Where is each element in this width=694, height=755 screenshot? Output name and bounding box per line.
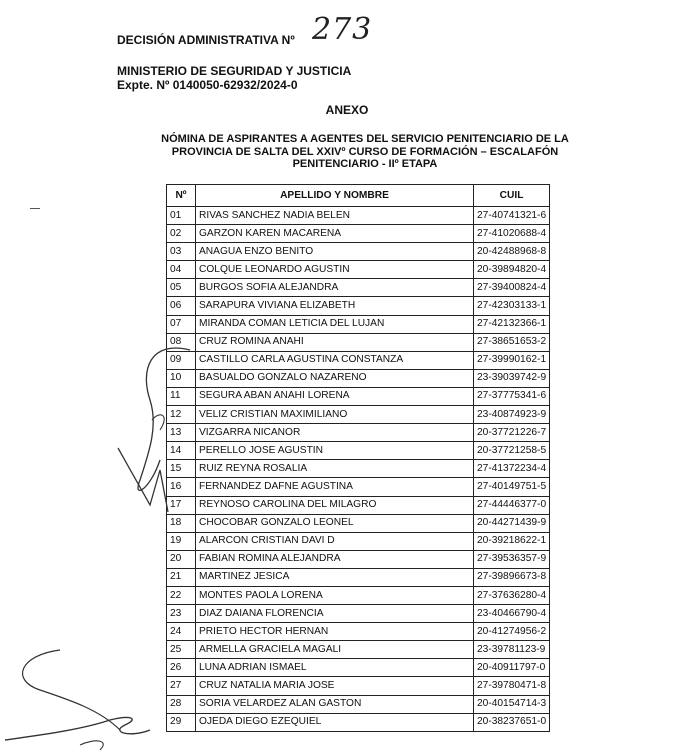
list-title-line-2: PROVINCIA DE SALTA DEL XXIVº CURSO DE FORMACIÓN – ESCALAFÓN	[171, 145, 559, 158]
row-num: 17	[167, 496, 196, 514]
table-row	[167, 713, 550, 731]
row-name: CHOCOBAR GONZALO LEONEL	[196, 514, 474, 532]
table-row	[167, 641, 550, 659]
table-row	[167, 279, 550, 297]
row-num: 22	[167, 586, 196, 604]
row-cuil: 27-42132366-1	[474, 315, 550, 333]
row-name: CRUZ NATALIA MARIA JOSE	[196, 677, 474, 695]
table-row	[167, 243, 550, 261]
row-num: 09	[167, 351, 196, 369]
decision-number: 273	[312, 12, 373, 47]
row-num: 04	[167, 261, 196, 279]
row-num: 08	[167, 333, 196, 351]
table-row	[167, 659, 550, 677]
row-cuil: 27-44446377-0	[474, 496, 550, 514]
table-row	[167, 695, 550, 713]
table-row	[167, 460, 550, 478]
row-name: DIAZ DAIANA FLORENCIA	[196, 605, 474, 623]
row-cuil: 20-42488968-8	[474, 243, 550, 261]
row-cuil: 27-39780471-8	[474, 677, 550, 695]
row-name: CRUZ ROMINA ANAHI	[196, 333, 474, 351]
row-num: 21	[167, 568, 196, 586]
row-cuil: 20-37721226-7	[474, 424, 550, 442]
row-num: 16	[167, 478, 196, 496]
row-name: OJEDA DIEGO EZEQUIEL	[196, 713, 474, 731]
row-name: VIZGARRA NICANOR	[196, 424, 474, 442]
row-name: CASTILLO CARLA AGUSTINA CONSTANZA	[196, 351, 474, 369]
row-name: ALARCON CRISTIAN DAVI D	[196, 532, 474, 550]
row-num: 15	[167, 460, 196, 478]
ministry-name: MINISTERIO DE SEGURIDAD Y JUSTICIA	[117, 64, 352, 78]
row-cuil: 20-44271439-9	[474, 514, 550, 532]
row-num: 12	[167, 406, 196, 424]
row-name: REYNOSO CAROLINA DEL MILAGRO	[196, 496, 474, 514]
table-row	[167, 442, 550, 460]
row-cuil: 27-40741321-6	[474, 207, 550, 225]
row-cuil: 20-40154714-3	[474, 695, 550, 713]
table-row	[167, 406, 550, 424]
stray-mark	[30, 208, 40, 209]
table-row	[167, 568, 550, 586]
table-row	[167, 315, 550, 333]
row-num: 13	[167, 424, 196, 442]
table-row	[167, 605, 550, 623]
row-name: MONTES PAOLA LORENA	[196, 586, 474, 604]
table-row	[167, 225, 550, 243]
table-row	[167, 496, 550, 514]
row-name: SEGURA ABAN ANAHI LORENA	[196, 387, 474, 405]
roster-table	[166, 184, 550, 732]
table-row	[167, 424, 550, 442]
row-cuil: 20-41274956-2	[474, 623, 550, 641]
row-cuil: 20-40911797-0	[474, 659, 550, 677]
ministry-block	[117, 64, 351, 92]
header-num: Nº	[167, 185, 196, 207]
row-cuil: 20-38237651-0	[474, 713, 550, 731]
table-row	[167, 297, 550, 315]
row-name: ANAGUA ENZO BENITO	[196, 243, 474, 261]
row-name: SARAPURA VIVIANA ELIZABETH	[196, 297, 474, 315]
row-name: BASUALDO GONZALO NAZARENO	[196, 369, 474, 387]
list-title-line-1: NÓMINA DE ASPIRANTES A AGENTES DEL SERVICIO PENITENCIARIO DE LA	[161, 133, 569, 145]
row-num: 02	[167, 225, 196, 243]
table-row	[167, 586, 550, 604]
row-name: COLQUE LEONARDO AGUSTIN	[196, 261, 474, 279]
file-number: Expte. Nº 0140050-62932/2024-0	[117, 78, 298, 92]
row-num: 05	[167, 279, 196, 297]
table-row	[167, 207, 550, 225]
table-row	[167, 478, 550, 496]
row-num: 03	[167, 243, 196, 261]
row-num: 25	[167, 641, 196, 659]
row-cuil: 23-40466790-4	[474, 605, 550, 623]
row-cuil: 27-40149751-5	[474, 478, 550, 496]
list-title-line-3: PENITENCIARIO - IIº ETAPA	[292, 158, 438, 170]
table-row	[167, 261, 550, 279]
row-cuil: 27-39536357-9	[474, 550, 550, 568]
row-cuil: 20-39894820-4	[474, 261, 550, 279]
header-name: APELLIDO Y NOMBRE	[196, 185, 474, 207]
row-cuil: 23-39039742-9	[474, 369, 550, 387]
row-cuil: 27-37636280-4	[474, 586, 550, 604]
table-row	[167, 333, 550, 351]
row-cuil: 27-38651653-2	[474, 333, 550, 351]
row-name: FERNANDEZ DAFNE AGUSTINA	[196, 478, 474, 496]
row-num: 20	[167, 550, 196, 568]
table-row	[167, 514, 550, 532]
row-cuil: 27-39400824-4	[474, 279, 550, 297]
row-num: 23	[167, 605, 196, 623]
row-name: SORIA VELARDEZ ALAN GASTON	[196, 695, 474, 713]
row-name: FABIAN ROMINA ALEJANDRA	[196, 550, 474, 568]
row-num: 07	[167, 315, 196, 333]
row-num: 06	[167, 297, 196, 315]
row-num: 24	[167, 623, 196, 641]
row-cuil: 20-39218622-1	[474, 532, 550, 550]
row-num: 26	[167, 659, 196, 677]
row-num: 28	[167, 695, 196, 713]
table-body	[167, 207, 550, 732]
row-name: ARMELLA GRACIELA MAGALI	[196, 641, 474, 659]
row-num: 19	[167, 532, 196, 550]
row-num: 27	[167, 677, 196, 695]
decision-label: DECISIÓN ADMINISTRATIVA Nº	[117, 33, 295, 47]
row-name: MIRANDA COMAN LETICIA DEL LUJAN	[196, 315, 474, 333]
row-cuil: 27-37775341-6	[474, 387, 550, 405]
row-num: 29	[167, 713, 196, 731]
row-name: RIVAS SANCHEZ NADIA BELEN	[196, 207, 474, 225]
row-cuil: 23-40874923-9	[474, 406, 550, 424]
row-num: 14	[167, 442, 196, 460]
table-header-row	[167, 185, 550, 207]
row-num: 01	[167, 207, 196, 225]
row-cuil: 27-39896673-8	[474, 568, 550, 586]
row-num: 10	[167, 369, 196, 387]
row-name: GARZON KAREN MACARENA	[196, 225, 474, 243]
row-name: BURGOS SOFIA ALEJANDRA	[196, 279, 474, 297]
row-cuil: 27-42303133-1	[474, 297, 550, 315]
header-cuil: CUIL	[474, 185, 550, 207]
row-name: RUIZ REYNA ROSALIA	[196, 460, 474, 478]
row-cuil: 27-39990162-1	[474, 351, 550, 369]
row-cuil: 20-37721258-5	[474, 442, 550, 460]
row-name: MARTINEZ JESICA	[196, 568, 474, 586]
row-num: 18	[167, 514, 196, 532]
table-row	[167, 677, 550, 695]
table-row	[167, 387, 550, 405]
row-name: PRIETO HECTOR HERNAN	[196, 623, 474, 641]
table-row	[167, 550, 550, 568]
table-row	[167, 532, 550, 550]
row-name: VELIZ CRISTIAN MAXIMILIANO	[196, 406, 474, 424]
annex-title: ANEXO	[325, 103, 369, 117]
row-cuil: 27-41372234-4	[474, 460, 550, 478]
list-title	[120, 133, 610, 171]
row-name: LUNA ADRIAN ISMAEL	[196, 659, 474, 677]
row-cuil: 27-41020688-4	[474, 225, 550, 243]
row-name: PERELLO JOSE AGUSTIN	[196, 442, 474, 460]
table-row	[167, 351, 550, 369]
table-row	[167, 623, 550, 641]
row-cuil: 23-39781123-9	[474, 641, 550, 659]
signature-flourish-icon	[0, 630, 170, 755]
signature-mark-icon	[0, 330, 200, 530]
table-row	[167, 369, 550, 387]
row-num: 11	[167, 387, 196, 405]
